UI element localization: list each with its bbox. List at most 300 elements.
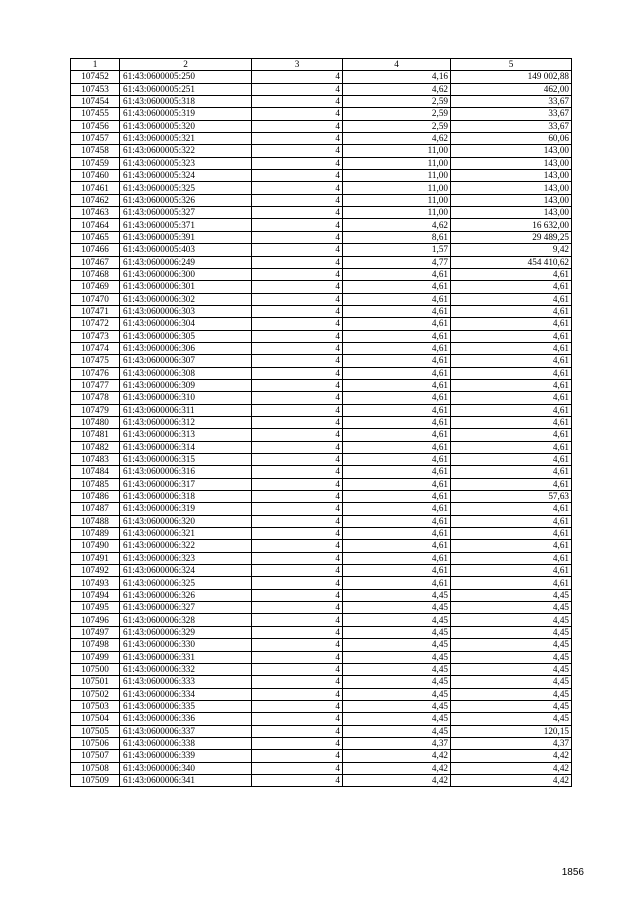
row-number-cell: 107497 xyxy=(71,626,120,638)
category-cell: 4 xyxy=(252,83,343,95)
value-cell: 4,61 xyxy=(451,429,572,441)
rate-cell: 1,57 xyxy=(343,244,451,256)
table-row xyxy=(71,379,572,391)
cadastral-number-cell: 61:43:0600006:329 xyxy=(120,626,252,638)
row-number-cell: 107461 xyxy=(71,182,120,194)
rate-cell: 4,61 xyxy=(343,503,451,515)
cadastral-number-cell: 61:43:0600006:306 xyxy=(120,342,252,354)
rate-cell: 4,61 xyxy=(343,478,451,490)
category-cell: 4 xyxy=(252,676,343,688)
row-number-cell: 107499 xyxy=(71,651,120,663)
value-cell: 4,61 xyxy=(451,379,572,391)
row-number-cell: 107482 xyxy=(71,441,120,453)
table-row xyxy=(71,429,572,441)
value-cell: 4,45 xyxy=(451,688,572,700)
cadastral-number-cell: 61:43:0600006:302 xyxy=(120,293,252,305)
rate-cell: 4,61 xyxy=(343,268,451,280)
row-number-cell: 107502 xyxy=(71,688,120,700)
row-number-cell: 107486 xyxy=(71,491,120,503)
rate-cell: 4,77 xyxy=(343,256,451,268)
value-cell: 60,06 xyxy=(451,133,572,145)
value-cell: 143,00 xyxy=(451,207,572,219)
category-cell: 4 xyxy=(252,774,343,786)
cadastral-number-cell: 61:43:0600006:324 xyxy=(120,565,252,577)
rate-cell: 4,45 xyxy=(343,676,451,688)
rate-cell: 4,61 xyxy=(343,540,451,552)
row-number-cell: 107460 xyxy=(71,170,120,182)
value-cell: 4,61 xyxy=(451,528,572,540)
value-cell: 4,42 xyxy=(451,762,572,774)
row-number-cell: 107454 xyxy=(71,96,120,108)
cadastral-number-cell: 61:43:0600006:319 xyxy=(120,503,252,515)
category-cell: 4 xyxy=(252,404,343,416)
category-cell: 4 xyxy=(252,577,343,589)
cadastral-number-cell: 61:43:0600006:305 xyxy=(120,330,252,342)
table-row xyxy=(71,614,572,626)
row-number-cell: 107465 xyxy=(71,231,120,243)
row-number-cell: 107488 xyxy=(71,515,120,527)
category-cell: 4 xyxy=(252,219,343,231)
value-cell: 4,45 xyxy=(451,626,572,638)
category-cell: 4 xyxy=(252,602,343,614)
column-header-3: 3 xyxy=(252,59,343,71)
table-row xyxy=(71,404,572,416)
rate-cell: 11,00 xyxy=(343,182,451,194)
rate-cell: 8,61 xyxy=(343,231,451,243)
row-number-cell: 107508 xyxy=(71,762,120,774)
row-number-cell: 107458 xyxy=(71,145,120,157)
value-cell: 4,61 xyxy=(451,367,572,379)
rate-cell: 4,45 xyxy=(343,663,451,675)
table-row xyxy=(71,565,572,577)
category-cell: 4 xyxy=(252,441,343,453)
row-number-cell: 107503 xyxy=(71,700,120,712)
cadastral-number-cell: 61:43:0600006:331 xyxy=(120,651,252,663)
row-number-cell: 107505 xyxy=(71,725,120,737)
cadastral-number-cell: 61:43:0600006:339 xyxy=(120,750,252,762)
row-number-cell: 107471 xyxy=(71,305,120,317)
rate-cell: 4,61 xyxy=(343,466,451,478)
rate-cell: 4,45 xyxy=(343,688,451,700)
category-cell: 4 xyxy=(252,651,343,663)
rate-cell: 4,61 xyxy=(343,367,451,379)
table-row xyxy=(71,416,572,428)
row-number-cell: 107509 xyxy=(71,774,120,786)
cadastral-number-cell: 61:43:0600006:335 xyxy=(120,700,252,712)
rate-cell: 4,45 xyxy=(343,725,451,737)
rate-cell: 4,61 xyxy=(343,305,451,317)
cadastral-number-cell: 61:43:0600006:330 xyxy=(120,639,252,651)
rate-cell: 4,61 xyxy=(343,342,451,354)
cadastral-number-cell: 61:43:0600005:251 xyxy=(120,83,252,95)
value-cell: 4,61 xyxy=(451,454,572,466)
category-cell: 4 xyxy=(252,528,343,540)
value-cell: 4,61 xyxy=(451,441,572,453)
category-cell: 4 xyxy=(252,688,343,700)
row-number-cell: 107480 xyxy=(71,416,120,428)
table-row xyxy=(71,515,572,527)
row-number-cell: 107477 xyxy=(71,379,120,391)
category-cell: 4 xyxy=(252,268,343,280)
rate-cell: 4,61 xyxy=(343,515,451,527)
rate-cell: 4,45 xyxy=(343,589,451,601)
table-row xyxy=(71,713,572,725)
category-cell: 4 xyxy=(252,503,343,515)
cadastral-number-cell: 61:43:0600006:309 xyxy=(120,379,252,391)
category-cell: 4 xyxy=(252,318,343,330)
rate-cell: 4,45 xyxy=(343,651,451,663)
category-cell: 4 xyxy=(252,454,343,466)
cadastral-number-cell: 61:43:0600005:319 xyxy=(120,108,252,120)
value-cell: 4,61 xyxy=(451,577,572,589)
value-cell: 462,00 xyxy=(451,83,572,95)
rate-cell: 4,62 xyxy=(343,219,451,231)
category-cell: 4 xyxy=(252,515,343,527)
rate-cell: 4,61 xyxy=(343,318,451,330)
column-header-2: 2 xyxy=(120,59,252,71)
cadastral-number-cell: 61:43:0600006:316 xyxy=(120,466,252,478)
row-number-cell: 107489 xyxy=(71,528,120,540)
table-row xyxy=(71,305,572,317)
value-cell: 4,61 xyxy=(451,478,572,490)
category-cell: 4 xyxy=(252,762,343,774)
category-cell: 4 xyxy=(252,182,343,194)
category-cell: 4 xyxy=(252,416,343,428)
rate-cell: 4,61 xyxy=(343,330,451,342)
table-row xyxy=(71,330,572,342)
row-number-cell: 107479 xyxy=(71,404,120,416)
rate-cell: 4,61 xyxy=(343,441,451,453)
table-row xyxy=(71,96,572,108)
row-number-cell: 107493 xyxy=(71,577,120,589)
category-cell: 4 xyxy=(252,491,343,503)
table-row xyxy=(71,503,572,515)
table-row xyxy=(71,157,572,169)
table-row xyxy=(71,268,572,280)
cadastral-number-cell: 61:43:0600005:391 xyxy=(120,231,252,243)
category-cell: 4 xyxy=(252,552,343,564)
rate-cell: 4,45 xyxy=(343,700,451,712)
category-cell: 4 xyxy=(252,540,343,552)
value-cell: 143,00 xyxy=(451,182,572,194)
cadastral-number-cell: 61:43:0600005:318 xyxy=(120,96,252,108)
table-row xyxy=(71,639,572,651)
row-number-cell: 107476 xyxy=(71,367,120,379)
table-row xyxy=(71,737,572,749)
category-cell: 4 xyxy=(252,244,343,256)
category-cell: 4 xyxy=(252,194,343,206)
table-row xyxy=(71,342,572,354)
table-row xyxy=(71,454,572,466)
cadastral-number-cell: 61:43:0600006:333 xyxy=(120,676,252,688)
row-number-cell: 107453 xyxy=(71,83,120,95)
category-cell: 4 xyxy=(252,231,343,243)
category-cell: 4 xyxy=(252,145,343,157)
category-cell: 4 xyxy=(252,342,343,354)
category-cell: 4 xyxy=(252,256,343,268)
category-cell: 4 xyxy=(252,133,343,145)
cadastral-number-cell: 61:43:0600005:321 xyxy=(120,133,252,145)
table-row xyxy=(71,71,572,83)
table-row xyxy=(71,491,572,503)
category-cell: 4 xyxy=(252,429,343,441)
category-cell: 4 xyxy=(252,367,343,379)
rate-cell: 11,00 xyxy=(343,170,451,182)
table-row xyxy=(71,182,572,194)
row-number-cell: 107506 xyxy=(71,737,120,749)
table-row xyxy=(71,293,572,305)
row-number-cell: 107464 xyxy=(71,219,120,231)
table-row xyxy=(71,145,572,157)
cadastral-number-cell: 61:43:0600006:317 xyxy=(120,478,252,490)
table-row xyxy=(71,256,572,268)
rate-cell: 11,00 xyxy=(343,145,451,157)
rate-cell: 4,45 xyxy=(343,713,451,725)
cadastral-number-cell: 61:43:0600006:315 xyxy=(120,454,252,466)
cadastral-value-table xyxy=(70,58,572,787)
cadastral-number-cell: 61:43:0600005:371 xyxy=(120,219,252,231)
cadastral-number-cell: 61:43:0600005:320 xyxy=(120,120,252,132)
table-row xyxy=(71,700,572,712)
category-cell: 4 xyxy=(252,639,343,651)
table-row xyxy=(71,602,572,614)
cadastral-number-cell: 61:43:0600005:326 xyxy=(120,194,252,206)
value-cell: 454 410,62 xyxy=(451,256,572,268)
category-cell: 4 xyxy=(252,392,343,404)
row-number-cell: 107469 xyxy=(71,281,120,293)
rate-cell: 11,00 xyxy=(343,157,451,169)
table-row xyxy=(71,688,572,700)
row-number-cell: 107490 xyxy=(71,540,120,552)
cadastral-number-cell: 61:43:0600006:336 xyxy=(120,713,252,725)
cadastral-number-cell: 61:43:0600006:310 xyxy=(120,392,252,404)
table-row xyxy=(71,626,572,638)
cadastral-number-cell: 61:43:0600006:341 xyxy=(120,774,252,786)
table-row xyxy=(71,108,572,120)
value-cell: 4,45 xyxy=(451,589,572,601)
value-cell: 4,61 xyxy=(451,565,572,577)
row-number-cell: 107475 xyxy=(71,355,120,367)
table-row xyxy=(71,392,572,404)
value-cell: 33,67 xyxy=(451,108,572,120)
cadastral-number-cell: 61:43:0600006:332 xyxy=(120,663,252,675)
table-row xyxy=(71,750,572,762)
category-cell: 4 xyxy=(252,281,343,293)
cadastral-number-cell: 61:43:0600005:322 xyxy=(120,145,252,157)
cadastral-number-cell: 61:43:0600006:311 xyxy=(120,404,252,416)
table-row xyxy=(71,219,572,231)
cadastral-number-cell: 61:43:0600005:323 xyxy=(120,157,252,169)
cadastral-number-cell: 61:43:0600006:304 xyxy=(120,318,252,330)
category-cell: 4 xyxy=(252,71,343,83)
value-cell: 4,61 xyxy=(451,392,572,404)
category-cell: 4 xyxy=(252,466,343,478)
row-number-cell: 107495 xyxy=(71,602,120,614)
category-cell: 4 xyxy=(252,565,343,577)
category-cell: 4 xyxy=(252,614,343,626)
table-row xyxy=(71,478,572,490)
value-cell: 4,61 xyxy=(451,404,572,416)
value-cell: 149 002,88 xyxy=(451,71,572,83)
table-row xyxy=(71,589,572,601)
cadastral-number-cell: 61:43:0600006:323 xyxy=(120,552,252,564)
value-cell: 4,37 xyxy=(451,737,572,749)
value-cell: 33,67 xyxy=(451,96,572,108)
category-cell: 4 xyxy=(252,750,343,762)
category-cell: 4 xyxy=(252,157,343,169)
table-row xyxy=(71,441,572,453)
table-body xyxy=(71,71,572,787)
category-cell: 4 xyxy=(252,737,343,749)
rate-cell: 4,16 xyxy=(343,71,451,83)
row-number-cell: 107507 xyxy=(71,750,120,762)
rate-cell: 4,61 xyxy=(343,293,451,305)
category-cell: 4 xyxy=(252,725,343,737)
row-number-cell: 107504 xyxy=(71,713,120,725)
row-number-cell: 107481 xyxy=(71,429,120,441)
value-cell: 143,00 xyxy=(451,145,572,157)
value-cell: 143,00 xyxy=(451,157,572,169)
table-row xyxy=(71,207,572,219)
value-cell: 120,15 xyxy=(451,725,572,737)
table-row xyxy=(71,725,572,737)
row-number-cell: 107474 xyxy=(71,342,120,354)
row-number-cell: 107466 xyxy=(71,244,120,256)
value-cell: 9,42 xyxy=(451,244,572,256)
cadastral-number-cell: 61:43:0600006:318 xyxy=(120,491,252,503)
cadastral-number-cell: 61:43:0600005:325 xyxy=(120,182,252,194)
cadastral-number-cell: 61:43:0600005:327 xyxy=(120,207,252,219)
category-cell: 4 xyxy=(252,700,343,712)
value-cell: 4,61 xyxy=(451,540,572,552)
rate-cell: 11,00 xyxy=(343,194,451,206)
table-row xyxy=(71,83,572,95)
rate-cell: 4,61 xyxy=(343,454,451,466)
value-cell: 4,61 xyxy=(451,305,572,317)
rate-cell: 4,61 xyxy=(343,528,451,540)
value-cell: 33,67 xyxy=(451,120,572,132)
cadastral-number-cell: 61:43:0600006:328 xyxy=(120,614,252,626)
table-row xyxy=(71,194,572,206)
table-row xyxy=(71,244,572,256)
rate-cell: 4,37 xyxy=(343,737,451,749)
cadastral-number-cell: 61:43:0600005:324 xyxy=(120,170,252,182)
cadastral-number-cell: 61:43:0600006:320 xyxy=(120,515,252,527)
row-number-cell: 107452 xyxy=(71,71,120,83)
cadastral-number-cell: 61:43:0600006:340 xyxy=(120,762,252,774)
table-row xyxy=(71,281,572,293)
value-cell: 4,61 xyxy=(451,416,572,428)
table-row xyxy=(71,552,572,564)
table-row xyxy=(71,577,572,589)
value-cell: 4,45 xyxy=(451,663,572,675)
cadastral-number-cell: 61:43:0600006:312 xyxy=(120,416,252,428)
value-cell: 4,61 xyxy=(451,503,572,515)
rate-cell: 4,61 xyxy=(343,491,451,503)
table-row xyxy=(71,651,572,663)
page-number: 1856 xyxy=(561,867,584,878)
row-number-cell: 107500 xyxy=(71,663,120,675)
category-cell: 4 xyxy=(252,293,343,305)
row-number-cell: 107459 xyxy=(71,157,120,169)
cadastral-number-cell: 61:43:0600005:403 xyxy=(120,244,252,256)
row-number-cell: 107473 xyxy=(71,330,120,342)
cadastral-number-cell: 61:43:0600005:250 xyxy=(120,71,252,83)
table-row xyxy=(71,676,572,688)
table-row xyxy=(71,540,572,552)
rate-cell: 4,42 xyxy=(343,774,451,786)
row-number-cell: 107456 xyxy=(71,120,120,132)
rate-cell: 4,42 xyxy=(343,762,451,774)
value-cell: 143,00 xyxy=(451,194,572,206)
value-cell: 29 489,25 xyxy=(451,231,572,243)
cadastral-number-cell: 61:43:0600006:314 xyxy=(120,441,252,453)
category-cell: 4 xyxy=(252,663,343,675)
row-number-cell: 107463 xyxy=(71,207,120,219)
table-row xyxy=(71,355,572,367)
row-number-cell: 107462 xyxy=(71,194,120,206)
row-number-cell: 107472 xyxy=(71,318,120,330)
value-cell: 4,45 xyxy=(451,713,572,725)
rate-cell: 4,61 xyxy=(343,565,451,577)
value-cell: 4,45 xyxy=(451,639,572,651)
rate-cell: 4,45 xyxy=(343,639,451,651)
value-cell: 4,61 xyxy=(451,318,572,330)
rate-cell: 2,59 xyxy=(343,120,451,132)
table-row xyxy=(71,774,572,786)
cadastral-number-cell: 61:43:0600006:301 xyxy=(120,281,252,293)
rate-cell: 4,42 xyxy=(343,750,451,762)
category-cell: 4 xyxy=(252,207,343,219)
rate-cell: 4,62 xyxy=(343,83,451,95)
table-row xyxy=(71,318,572,330)
category-cell: 4 xyxy=(252,478,343,490)
rate-cell: 4,45 xyxy=(343,614,451,626)
row-number-cell: 107483 xyxy=(71,454,120,466)
rate-cell: 4,61 xyxy=(343,281,451,293)
value-cell: 57,63 xyxy=(451,491,572,503)
value-cell: 4,61 xyxy=(451,515,572,527)
table-row xyxy=(71,663,572,675)
rate-cell: 4,61 xyxy=(343,379,451,391)
header-row xyxy=(71,59,572,71)
value-cell: 16 632,00 xyxy=(451,219,572,231)
category-cell: 4 xyxy=(252,305,343,317)
row-number-cell: 107455 xyxy=(71,108,120,120)
value-cell: 143,00 xyxy=(451,170,572,182)
row-number-cell: 107457 xyxy=(71,133,120,145)
category-cell: 4 xyxy=(252,170,343,182)
rate-cell: 4,61 xyxy=(343,392,451,404)
value-cell: 4,45 xyxy=(451,614,572,626)
category-cell: 4 xyxy=(252,120,343,132)
row-number-cell: 107487 xyxy=(71,503,120,515)
table-row xyxy=(71,120,572,132)
cadastral-number-cell: 61:43:0600006:249 xyxy=(120,256,252,268)
rate-cell: 4,61 xyxy=(343,429,451,441)
column-header-4: 4 xyxy=(343,59,451,71)
category-cell: 4 xyxy=(252,589,343,601)
row-number-cell: 107484 xyxy=(71,466,120,478)
row-number-cell: 107470 xyxy=(71,293,120,305)
value-cell: 4,42 xyxy=(451,774,572,786)
rate-cell: 4,61 xyxy=(343,404,451,416)
category-cell: 4 xyxy=(252,626,343,638)
cadastral-number-cell: 61:43:0600006:338 xyxy=(120,737,252,749)
rate-cell: 11,00 xyxy=(343,207,451,219)
row-number-cell: 107498 xyxy=(71,639,120,651)
cadastral-number-cell: 61:43:0600006:307 xyxy=(120,355,252,367)
